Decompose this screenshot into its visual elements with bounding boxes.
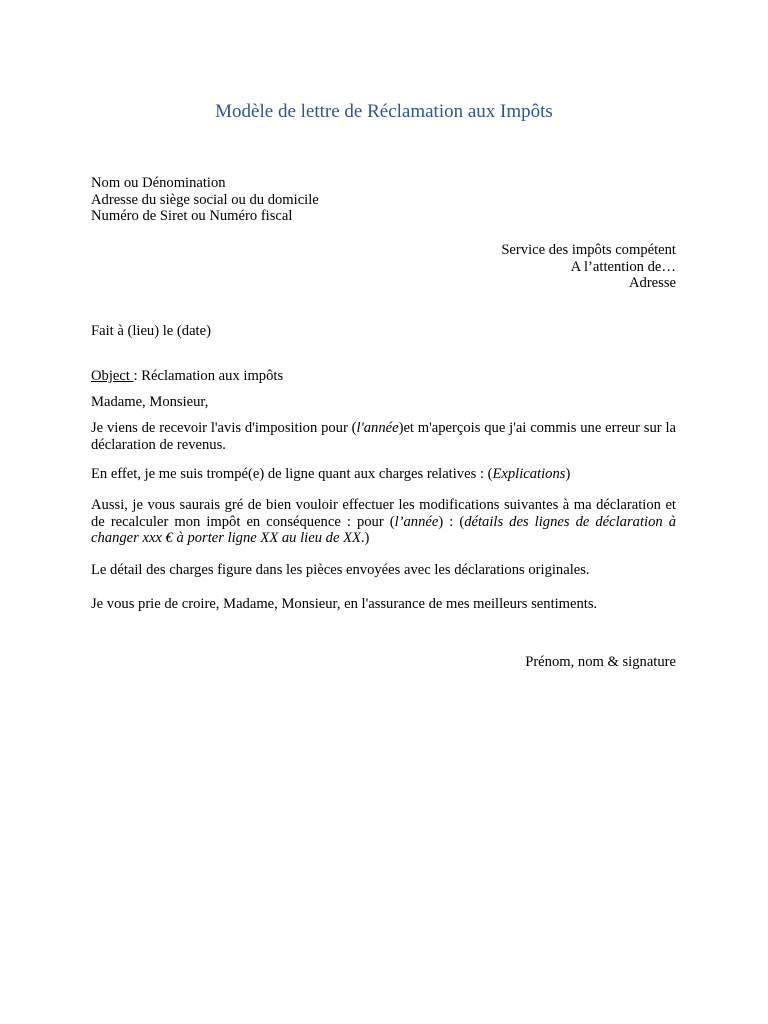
paragraph-2-part-c: ) (565, 466, 571, 482)
paragraph-3-part-c: ) : ( (438, 513, 465, 530)
paragraph-4: Le détail des charges figure dans les pièces envoyées avec les déclarations originales. (91, 562, 590, 578)
paragraph-1 (91, 420, 676, 453)
sender-address: Adresse du siège social ou du domicile (91, 191, 319, 208)
salutation: Madame, Monsieur, (91, 394, 209, 410)
paragraph-3-details: détails des lignes de déclaration à changer xxx € à porter ligne XX au lieu de XX (91, 513, 676, 546)
paragraph-5: Je vous prie de croire, Madame, Monsieur, en l'assurance de mes meilleurs sentiments. (91, 596, 598, 612)
paragraph-2-part-a: En effet, je me suis trompé(e) de ligne quant aux charges relatives : ( (91, 466, 493, 482)
document-title: Modèle de lettre de Réclamation aux Impôts (215, 101, 553, 122)
object-text: : Réclamation aux impôts (133, 368, 284, 384)
object-label: Object (91, 368, 134, 384)
paragraph-3-part-e: .) (360, 530, 370, 546)
sender-name: Nom ou Dénomination (91, 175, 226, 191)
sender-siret: Numéro de Siret ou Numéro fiscal (91, 208, 293, 224)
signature-line: Prénom, nom & signature (525, 654, 676, 670)
paragraph-3-year: l’année (394, 513, 439, 530)
recipient-address: Adresse (628, 275, 676, 291)
paragraph-1-part-a: Je viens de recevoir l'avis d'imposition pour ( (91, 420, 357, 436)
paragraph-3-part-a: Aussi, je vous saurais gré de bien vouloir effectuer les modifications suivantes à ma déclaration et de recalculer mon impôt en conséquence : pour ( (91, 497, 676, 530)
sender-block (91, 175, 491, 225)
paragraph-2-explanations: Explications (492, 466, 566, 482)
place-date: Fait à (lieu) le (date) (91, 323, 211, 339)
paragraph-1-year: l'année (356, 420, 399, 436)
paragraph-3 (91, 497, 676, 547)
paragraph-2 (91, 466, 676, 483)
recipient-service: Service des impôts compétent (501, 242, 676, 258)
paragraph-1-part-c: )et m'aperçois que j'ai commis une erreur sur la déclaration de revenus. (91, 420, 677, 453)
recipient-block (276, 242, 676, 292)
recipient-attention: A l’attention de… (570, 258, 676, 275)
object-line (91, 368, 283, 385)
